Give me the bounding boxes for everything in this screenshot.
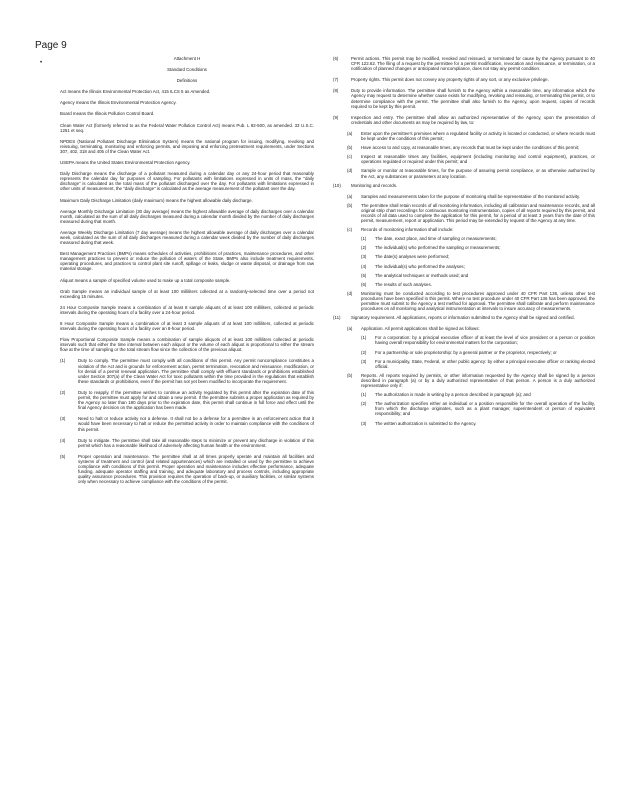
item-text: Duty to mitigate. The permittee shall take all reasonable steps to minimize or prevent any discharge in violation of this permit which has a reasonable likelihood of adversely affecting human health or the environment. (78, 437, 314, 448)
left-column (60, 56, 314, 490)
condition-subitem (347, 194, 595, 199)
item-text: Duty to comply. The permittee must comply with all conditions of this permit. Any permit noncompliance constitutes a violation of the Act and is grounds for enforcement action, permit termination, revocation and reissuance, modification, or for denial of a permit renewal application. The permittee shall comply with effluent standards or prohibitions established under Section 307(a) of the Clean Water Act for toxic pollutants within the time provided in the regulations that establish these standards or prohibitions, even if the permit has not yet been modified to incorporate the requirement. (78, 358, 314, 384)
condition-subitem (361, 245, 595, 250)
item-text: Application. All permit applications shall be signed as follows: (361, 326, 480, 332)
item-number: (7) (333, 77, 339, 83)
item-number: (6) (361, 281, 367, 287)
signatory-subitems (333, 326, 595, 331)
condition-item (60, 416, 314, 431)
item-text: The written authorization is submitted to the Agency. (375, 420, 477, 426)
condition-item (60, 390, 314, 410)
condition-subitem (361, 236, 595, 241)
item-text: Duty to provide information. The permittee shall furnish to the Agency within a reasonable time, any information which the Agency may request to determine whether cause exists for modifying, revoking and reissuing, or terminating this permit, or to determine compliance with the permit. The permittee shall also furnish to the Agency, upon request, copies of records required to be kept by this permit. (351, 88, 595, 109)
item-text: Enter upon the permittee's premises where a regulated facility or activity is located or conducted, or where records must be kept under the conditions of this permit; (361, 130, 595, 142)
condition-subitem (361, 350, 595, 355)
item-number: (3) (361, 358, 367, 364)
definition-paragraph: 24 Hour Composite Sample means a combination of at least 8 sample aliquots of at least 100 milliliters, collected at periodic intervals during the operating hours of a facility over a 24-hour period. (60, 304, 314, 315)
item-number: (11) (333, 315, 341, 321)
definition-paragraph: Board means the Illinois Pollution Control Board. (60, 111, 155, 117)
item-text: The individual(s) who performed the sampling or measurements; (375, 245, 501, 251)
condition-subitem (347, 145, 595, 150)
definition-paragraph: Clean Water Act (formerly referred to as the Federal Water Pollution Control Act) means Pub. L 92-500, as amended. 33 U.S.C. 1251 et seq. (60, 122, 314, 133)
item-number: (1) (60, 358, 66, 364)
condition-subitem (361, 282, 595, 287)
item-number: (2) (361, 401, 367, 407)
condition-subitem (347, 373, 595, 388)
item-number: (c) (347, 227, 353, 233)
item-text: For a municipality, State, Federal, or other public agency: by either a principal executive officer or ranking elected official. (375, 358, 595, 369)
definition-paragraph: Best Management Practices (BMPs) means schedules of activities, prohibitions of practices, maintenance procedures, and other management practices to prevent or reduce the pollution of waters of the State. BMPs also include treatment requirements, operating procedures, and practices to control plant site runoff, spillage or leaks, sludge or waste disposal, or drainage from raw material storage. (60, 251, 314, 272)
condition-subitem (361, 264, 595, 269)
application-subitems (333, 335, 595, 368)
condition-subitem (347, 326, 595, 331)
item-text: The permittee shall retain records of all monitoring information, including all calibration and maintenance records, and all original strip chart recordings for continuous monitoring instrumentation, copies of all reports required by this permit, and records of all data used to complete the application for this permit, for a period of at least 3 years from the date of this permit, measurement, report or application. This period may be extended by request of the Agency at any time. (361, 202, 595, 224)
item-text: The authorization specifies either an individual or a position responsible for the overall operation of the facility, from which the discharge originates, such as a plant manager, superintendent or person of equivalent responsibility; and (375, 401, 595, 417)
condition-item (333, 88, 595, 108)
condition-subitem (347, 203, 595, 223)
item-number: (d) (347, 290, 353, 296)
item-number: (a) (347, 193, 353, 199)
condition-item (333, 115, 595, 125)
condition-item (60, 438, 314, 448)
standard-conditions-heading: Standard Conditions (167, 67, 207, 73)
definition-paragraph: Average Weekly Discharge Limitation (7 day average) means the highest allowable average of daily discharges over a calendar week, calculated as the sum of all daily discharges measured during a calendar week divided by the number of daily discharges measured during that week. (60, 229, 314, 246)
item-text: The results of such analyses. (375, 281, 432, 287)
margin-mark: • (40, 60, 43, 66)
item-number: (2) (60, 389, 66, 395)
item-number: (b) (347, 372, 353, 378)
item-text: The date(s) analyses were performed; (375, 254, 450, 260)
definition-paragraph: Act means the Illinois Environmental Protection Act, 415 ILCS 5 as Amended. (60, 89, 211, 95)
definitions-heading: Definitions (176, 78, 198, 84)
condition-item (333, 77, 595, 82)
definition-paragraph: Flow Proportional Composite Sample means a combination of sample aliquots of at least 100 milliliters collected at periodic intervals such that either the time interval between each aliquot or the volume of each aliquot is proportional to either the stream flow at the time of sampling or the total stream flow since the collection of the previous aliquot. (60, 337, 314, 353)
right-column (333, 56, 595, 430)
item-text: For a corporation: by a principal executive officer of at least the level of vice president or a person or position having overall responsibility for environmental matters for the corporation; (375, 335, 595, 346)
item-text: Proper operation and maintenance. The permittee shall at all times properly operate and maintain all facilities and systems of treatment and control (and related appurtenances) which are installed or used by the permittee to achieve compliance with conditions of this permit. Proper operation and maintenance includes effective performance, adequate funding, adequate operator staffing and training, and adequate laboratory and process controls, including appropriate quality assurance procedures. This provision requires the operation of back-up, or auxiliary facilities, or similar systems only when necessary to achieve compliance with the conditions of the permit. (78, 453, 314, 485)
definition-paragraph: NPDES (National Pollutant Discharge Elimination System) means the national program for issuing, modifying, revoking and reissuing, terminating, monitoring and enforcing permits, and imposing and enforcing pretreatment requirements, under Sections 307, 402, 318 and 405 of the Clean Water Act. (60, 138, 314, 154)
condition-item (333, 56, 595, 71)
item-text: The individual(s) who performed the analyses; (375, 263, 465, 269)
item-number: (9) (333, 114, 339, 120)
condition-item (333, 183, 595, 188)
condition-subitem (347, 168, 595, 178)
condition-subitem (361, 401, 595, 416)
item-number: (1) (361, 236, 367, 242)
item-number: (1) (361, 392, 367, 398)
condition-subitem (347, 154, 595, 164)
item-text: Have access to and copy, at reasonable times, any records that must be kept under the conditions of this permit; (361, 145, 580, 151)
page-number: Page 9 (35, 40, 67, 51)
item-number: (5) (60, 453, 66, 459)
item-text: Inspection and entry. The permittee shall allow an authorized representative of the Agency, upon the presentation of credentials and other documents as may be required by law, to: (351, 114, 595, 125)
reports-subitems (333, 392, 595, 425)
item-number: (2) (361, 349, 367, 355)
item-number: (10) (333, 182, 341, 188)
item-number: (2) (361, 245, 367, 251)
item-number: (c) (347, 154, 353, 160)
definition-paragraph: Daily Discharge means the discharge of a pollutant measured during a calendar day or any 24-hour period that reasonably represents the calendar day for purposes of sampling. For pollutants with limitations expressed in units of mass, the "daily discharge" is calculated as the total mass of the pollutant discharged over the day. For pollutants with limitations expressed in other units of measurement, the "daily discharge" is calculated as the average measurement of the pollutant over the day. (60, 171, 314, 192)
item-text: Need to halt or reduce activity not a defense. It shall not be a defense for a permittee in an enforcement action that it would have been necessary to halt or reduce the permitted activity in order to maintain compliance with the conditions of this permit. (78, 416, 314, 432)
monitoring-subitems (333, 194, 595, 233)
item-text: The date, exact place, and time of sampling or measurements; (375, 236, 497, 242)
item-text: Property rights. This permit does not convey any property rights of any sort, or any exclusive privilege. (351, 77, 549, 83)
condition-subitem (361, 421, 595, 426)
item-number: (3) (361, 420, 367, 426)
definition-paragraph: Agency means the Illinois Environmental Protection Agency. (60, 100, 177, 106)
item-text: For a partnership or sole proprietorship: by a general partner or the proprietor, respectively; or (375, 349, 557, 355)
item-text: Permit actions. This permit may be modified, revoked and reissued, or terminated for cause by the Agency pursuant to 40 CFR 122.62. The filing of a request by the permittee for a permit modification, revocation and reissuance, or termination, or a notification of planned changes or anticipated noncompliance, does not stay any permit condition. (351, 56, 595, 72)
item-text: Samples and measurements taken for the purpose of monitoring shall be representative of the monitored activity. (361, 193, 581, 199)
item-text: Records of monitoring information shall include: (361, 227, 454, 233)
condition-item (60, 358, 314, 383)
item-number: (8) (333, 88, 339, 94)
condition-subitem (361, 273, 595, 278)
item-text: Monitoring and records. (351, 182, 398, 188)
definition-paragraph: 8 Hour Composite Sample means a combination of at least 3 sample aliquots of at least 100 milliliters, collected at periodic intervals during the operating hours of a facility over an 8-hour period. (60, 321, 314, 332)
item-text: Duty to reapply. If the permittee wishes to continue an activity regulated by this permit after the expiration date of this permit, the permittee must apply for and obtain a new permit. If the permittee submits a proper application as required by the Agency no later than 180 days prior to the expiration date, this permit shall continue in full force and effect until the final Agency decision on the application has been made. (78, 389, 314, 411)
records-subitems (333, 236, 595, 287)
condition-subitem (361, 359, 595, 369)
definition-paragraph: Aliquot means a sample of specified volume used to make up a total composite sample. (60, 277, 231, 283)
condition-subitem (361, 335, 595, 345)
item-number: (4) (361, 263, 367, 269)
item-text: Monitoring must be conducted according to test procedures approved under 40 CFR Part 136, unless other test procedures have been specified in this permit. Where no test procedure under 40 CFR Part 136 has been approved, the permittee must submit to the Agency a test method for approval. The permittee shall calibrate and perform maintenance procedures on all monitoring and analytical instrumentation at intervals to insure accuracy of measurements. (361, 290, 595, 312)
condition-subitem (361, 392, 595, 397)
item-number: (4) (60, 437, 66, 443)
inspection-subitems (333, 131, 595, 179)
item-number: (b) (347, 202, 353, 208)
item-number: (b) (347, 145, 353, 151)
item-number: (3) (60, 416, 66, 422)
item-text: Reports. All reports required by permits, or other information requested by the Agency shall be signed by a person described in paragraph (a) or by a duly authorized representative of that person. A person is a duly authorized representative only if: (361, 372, 595, 389)
conditions-list (60, 358, 314, 484)
condition-item (333, 315, 595, 320)
definition-paragraph: Maximum Daily Discharge Limitation (daily maximum) means the highest allowable daily discharge. (60, 197, 253, 203)
item-text: The authorization is made in writing by a person described in paragraph (a); and (375, 392, 531, 398)
item-number: (6) (333, 56, 339, 61)
item-number: (1) (361, 335, 367, 341)
attachment-title: Attachment H (173, 56, 201, 61)
item-text: Signatory requirement. All applications, reports or information submitted to the Agency shall be signed and certified. (351, 315, 575, 321)
condition-subitem (347, 227, 595, 232)
item-number: (d) (347, 168, 353, 174)
item-number: (a) (347, 326, 353, 332)
item-number: (3) (361, 254, 367, 260)
condition-subitem (361, 254, 595, 259)
definitions-list (60, 89, 314, 352)
definition-paragraph: USEPA means the United States Environmental Protection Agency. (60, 160, 191, 166)
item-number: (5) (361, 272, 367, 278)
condition-subitem (347, 131, 595, 141)
item-text: Inspect at reasonable times any facilities, equipment (including monitoring and control equipment), practices, or operations regulated or required under this permit; and (361, 154, 595, 165)
condition-subitem (347, 291, 595, 311)
item-text: Sample or monitor at reasonable times, for the purpose of assuring permit compliance, or as otherwise authorized by the Act, any substances or parameters at any location. (361, 168, 595, 179)
conditions-list-right (333, 56, 595, 125)
item-number: (a) (347, 130, 353, 136)
definition-paragraph: Grab Sample means an individual sample of at least 100 milliliters collected at a randomly-selected time over a period not exceeding 15 minutes. (60, 288, 314, 299)
condition-item (60, 454, 314, 485)
definition-paragraph: Average Monthly Discharge Limitation (30 day average) means the highest allowable average of daily discharges over a calendar month, calculated as the sum of all daily discharges measured during a calendar month divided by the number of daily discharges measured during that month. (60, 208, 314, 224)
item-text: The analytical techniques or methods used; and (375, 272, 469, 278)
